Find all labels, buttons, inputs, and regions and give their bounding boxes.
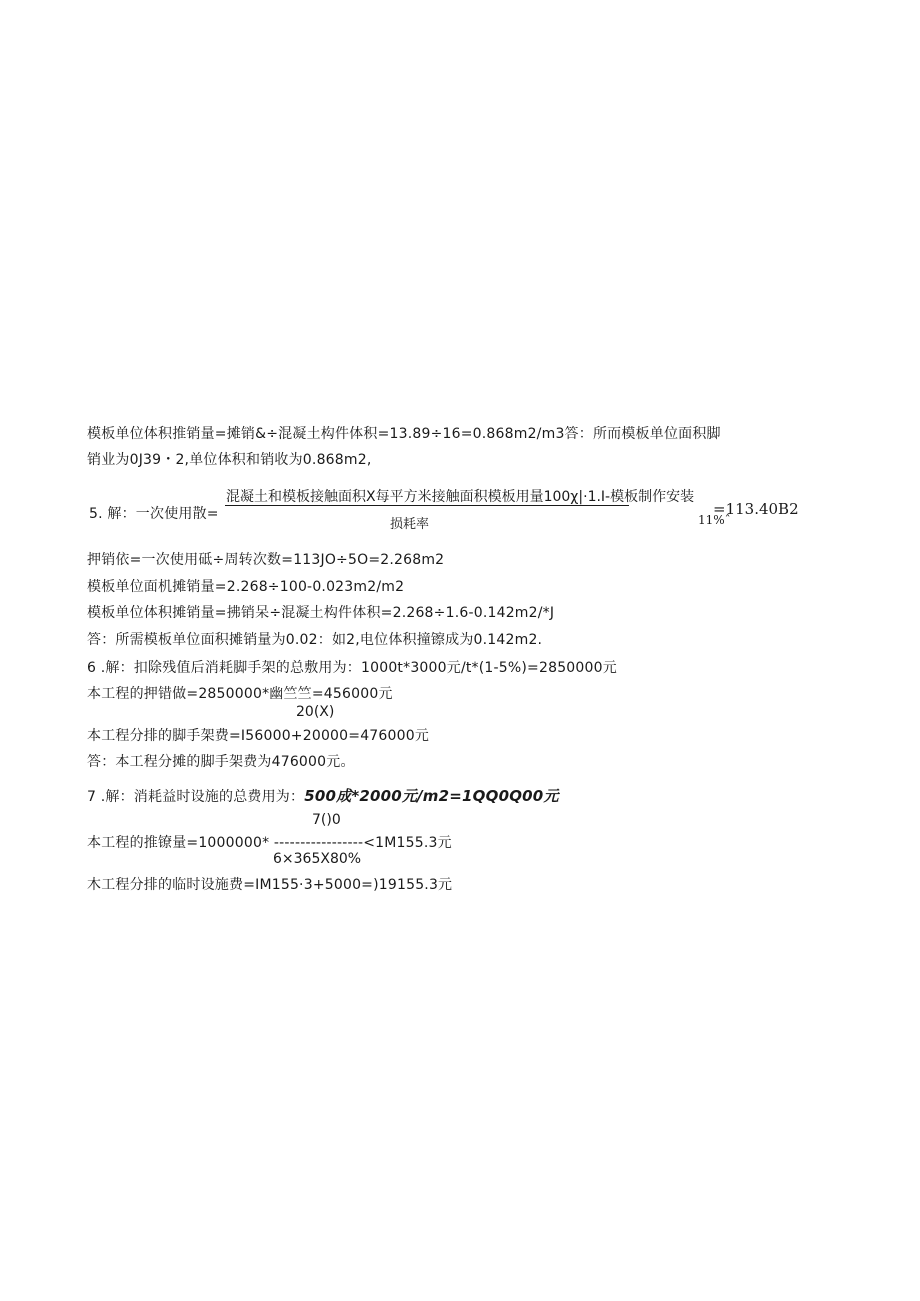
q7-formula: 500成*2000元/m2=1QQ0Q00元: [304, 787, 559, 805]
text-line-2: 销业为0J39・2,单位体积和销收为0.868m2,: [87, 452, 372, 468]
q5-result: =113.40B2: [713, 500, 799, 518]
text-line-4: 押销依=一次使用砥÷周转次数=113JO÷5O=2.268m2: [87, 552, 445, 568]
text-line-8: 6 .解：扣除残值后消耗脚手架的总敷用为：1000t*3000元/t*(1-5%)=2850000元: [87, 660, 617, 676]
q5-fraction-bar: [225, 505, 629, 506]
text-line-14: 木工程分排的临时设施费=IM155·3+5000=)19155.3元: [87, 877, 453, 893]
q5-prefix: 5. 解：一次使用散=: [89, 506, 219, 522]
text-line-1: 模板单位体积推销量=摊销&÷混凝土构件体积=13.89÷16=0.868m2/m3答：所而模板单位面积脚: [87, 426, 721, 442]
text-line-9: 本工程的押错做=2850000*幽竺竺=456000元: [87, 686, 393, 702]
q7-prefix: 7 .解：消耗益时设施的总费用为：: [87, 789, 305, 805]
text-line-13-bottom: 6×365X80%: [273, 851, 362, 867]
q5-percent: 11%ˆ: [698, 513, 731, 527]
q5-fraction-denominator: 损耗率: [390, 517, 430, 532]
text-line-7: 答：所需模板单位面积摊销量为0.02：如2,电位体积撞镲成为0.142m2.: [87, 632, 543, 648]
text-line-9-sub: 20(X): [296, 704, 335, 720]
text-line-12: [87, 787, 559, 806]
text-line-6: 模板单位体积摊销量=拂销呆÷混凝土构件体积=2.268÷1.6-0.142m2/*J: [87, 605, 555, 621]
text-line-13-top: 7()0: [312, 812, 341, 828]
text-line-5: 模板单位面机摊销量=2.268÷100-0.023m2/m2: [87, 579, 405, 595]
q5-fraction-numerator: 混凝土和模板接触面积X每平方米接触面积模板用量100χ|·1.I-模板制作安装: [226, 489, 695, 505]
text-line-11: 答：本工程分摊的脚手架费为476000元。: [87, 754, 355, 770]
text-line-13: 本工程的推镣量=1000000* -----------------<1M155.3元: [87, 835, 452, 851]
text-line-10: 本工程分排的脚手架费=I56000+20000=476000元: [87, 728, 430, 744]
